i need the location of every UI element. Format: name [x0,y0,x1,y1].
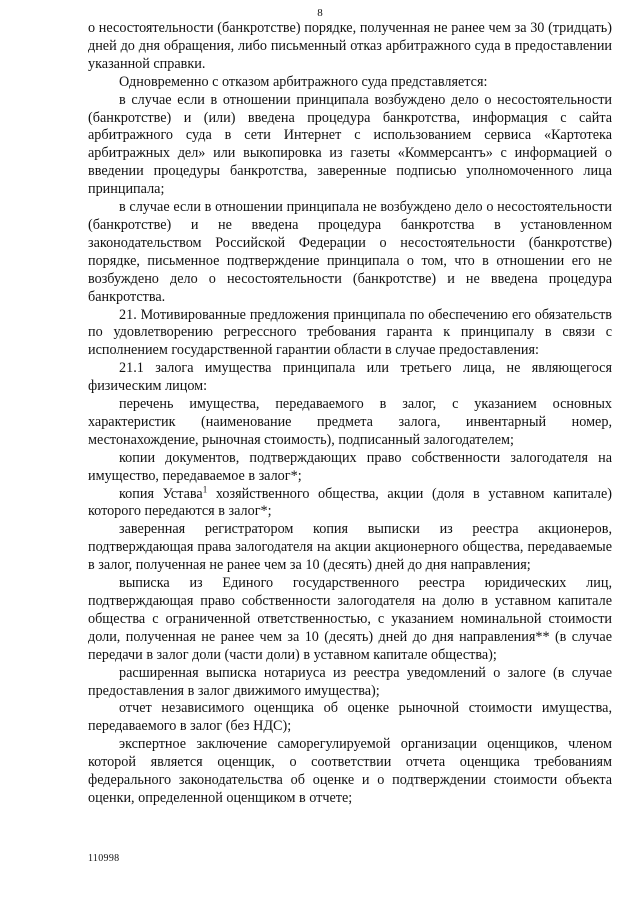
paragraph: экспертное заключение саморегулируемой организации оценщиков, членом которой является оценщик, о соответствии отчета оценщика требованиям федерального законодательства об оценке и о подтверждении стоимости объекта оценки, определенной оценщиком в отчете; [88,736,612,806]
paragraph [88,483,613,522]
paragraph: Одновременно с отказом арбитражного суда представляется: [119,73,488,90]
paragraph: отчет независимого оценщика об оценке рыночной стоимости имущества, передаваемого в залог (без НДС); [88,700,612,735]
paragraph: перечень имущества, передаваемого в залог, с указанием основных характеристик (наименование предмета залога, инвентарный номер, местонахождение, рыночная стоимость), подписанный залогодателем; [88,396,612,448]
paragraph-text: хозяйственного общества, акции (доля в уставном капитале) которого передаются в залог*; [88,485,613,520]
document-body [88,20,612,808]
paragraph: в случае если в отношении принципала возбуждено дело о несостоятельности (банкротстве) и (или) введена процедура банкротства, информация с сайта арбитражного суда в сети Интернет с использованием сервиса «Картотека арбитражных дел» или выкопировка из газеты «Коммерсантъ» с информацией о введении процедуры банкротства, заверенные подписью уполномоченного лица принципала; [88,91,612,198]
paragraph: 21. Мотивированные предложения принципала по обеспечению его обязательств по удовлетворению регрессного требования гаранта к принципалу в связи с исполнением государственной гарантии области в случае предоставления: [88,306,612,359]
paragraph-text: копия Устава [119,485,203,502]
paragraph: заверенная регистратором копия выписки из реестра акционеров, подтверждающая права залогодателя на акции акционерного общества, передаваемые в залог, полученная не ранее чем за 10 (десять) дней до дня направления; [88,521,612,574]
page-number: 8 [317,7,323,19]
paragraph: расширенная выписка нотариуса из реестра уведомлений о залоге (в случае предоставления в залог движимого имущества); [88,664,612,699]
footnote-mark: 1 [202,483,208,494]
paragraph: выписка из Единого государственного реестра юридических лиц, подтверждающая право собственности залогодателя на долю в уставном капитале общества с ограниченной ответственностью, с указанием номинальной стоимости доли, полученная не ранее чем за 10 (десять) дней до дня направления** (в случае передачи в залог доли (части доли) в уставном капитале общества); [88,575,612,663]
document-code: 110998 [88,853,120,864]
paragraph: о несостоятельности (банкротстве) порядке, полученная не ранее чем за 30 (тридцать) дней до дня обращения, либо письменный отказ арбитражного суда в предоставлении указанной справки. [88,20,612,72]
paragraph: в случае если в отношении принципала не возбуждено дело о несостоятельности (банкротстве) и не введена процедура банкротства в установленном законодательством Российской Федерации о несостоятельности (банкротстве) порядке, письменное подтверждение принципала о том, что в отношении его не возбуждено дело о несостоятельности (банкротстве) и не введена процедура банкротства. [88,199,612,305]
paragraph: 21.1 залога имущества принципала или третьего лица, не являющегося физическим лицом: [88,360,612,395]
paragraph: копии документов, подтверждающих право собственности залогодателя на имущество, передаваемое в залог*; [88,449,612,484]
